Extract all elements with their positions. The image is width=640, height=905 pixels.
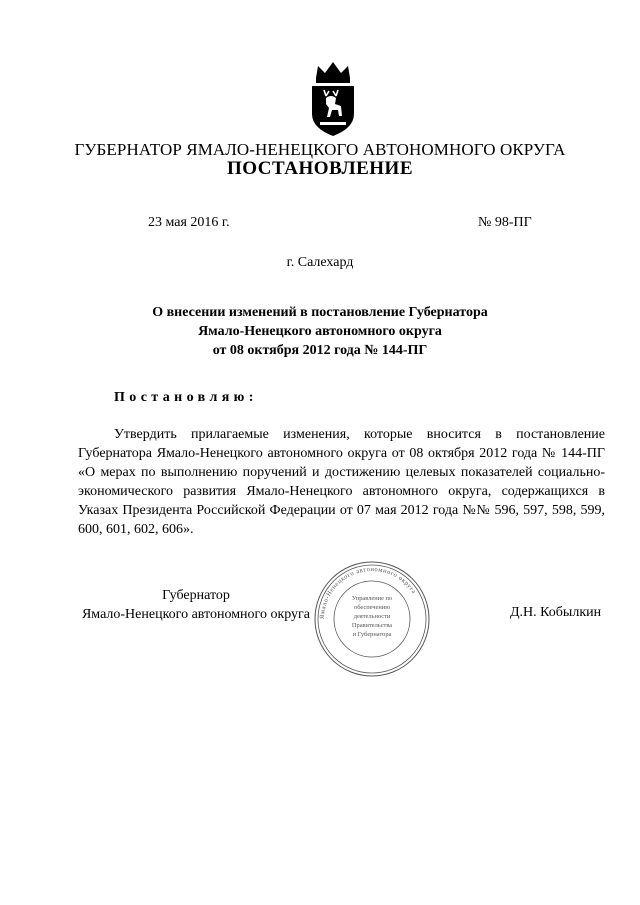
stamp-inner-line: обеспечению — [354, 604, 390, 611]
stamp-inner-line: Правительства — [351, 622, 393, 629]
title-line: Ямало-Ненецкого автономного округа — [198, 324, 442, 339]
document-city: г. Салехард — [286, 255, 354, 270]
signatory-role — [76, 586, 316, 624]
title-line: О внесении изменений в постановление Губернатора — [152, 305, 488, 320]
stamp-ring-text: Ямало-Ненецкого автономного округа — [318, 565, 418, 620]
coat-of-arms-icon — [306, 60, 360, 138]
title-line: от 08 октября 2012 года № 144-ПГ — [212, 343, 428, 358]
official-stamp — [308, 560, 436, 678]
stamp-inner-line: Управление по — [351, 595, 393, 602]
signatory-name: Д.Н. Кобылкин — [510, 605, 602, 620]
document-type: ПОСТАНОВЛЕНИЕ — [226, 158, 414, 179]
stamp-inner-line: и Губернатора — [352, 631, 392, 638]
resolution-heading: Постановляю: — [114, 390, 258, 405]
signatory-title: Губернатор — [162, 588, 230, 603]
body-paragraph: Утвердить прилагаемые изменения, которые вносится в постановление Губернатора Ямало-Ненецкого автономного округа от 08 октября 2012 года № 144-ПГ «О мерах по выполнению поручений и достижению целевых показателей социально-экономического развития Ямало-Ненецкого автономного округа, содержащихся в Указах Президента Российской Федерации от 07 мая 2012 года №№ 596, 597, 598, 599, 600, 601, 602, 606». — [78, 427, 605, 537]
signatory-region: Ямало-Ненецкого автономного округа — [81, 607, 311, 622]
document-title — [60, 303, 580, 360]
document-date: 23 мая 2016 г. — [148, 215, 230, 230]
document-number: № 98-ПГ — [478, 215, 532, 230]
stamp-inner-line: деятельности — [353, 613, 391, 620]
svg-text:Ямало-Ненецкого автономного ок — [319, 566, 417, 619]
issuing-authority: ГУБЕРНАТОР ЯМАЛО-НЕНЕЦКОГО АВТОНОМНОГО ОКРУГА — [74, 140, 566, 159]
